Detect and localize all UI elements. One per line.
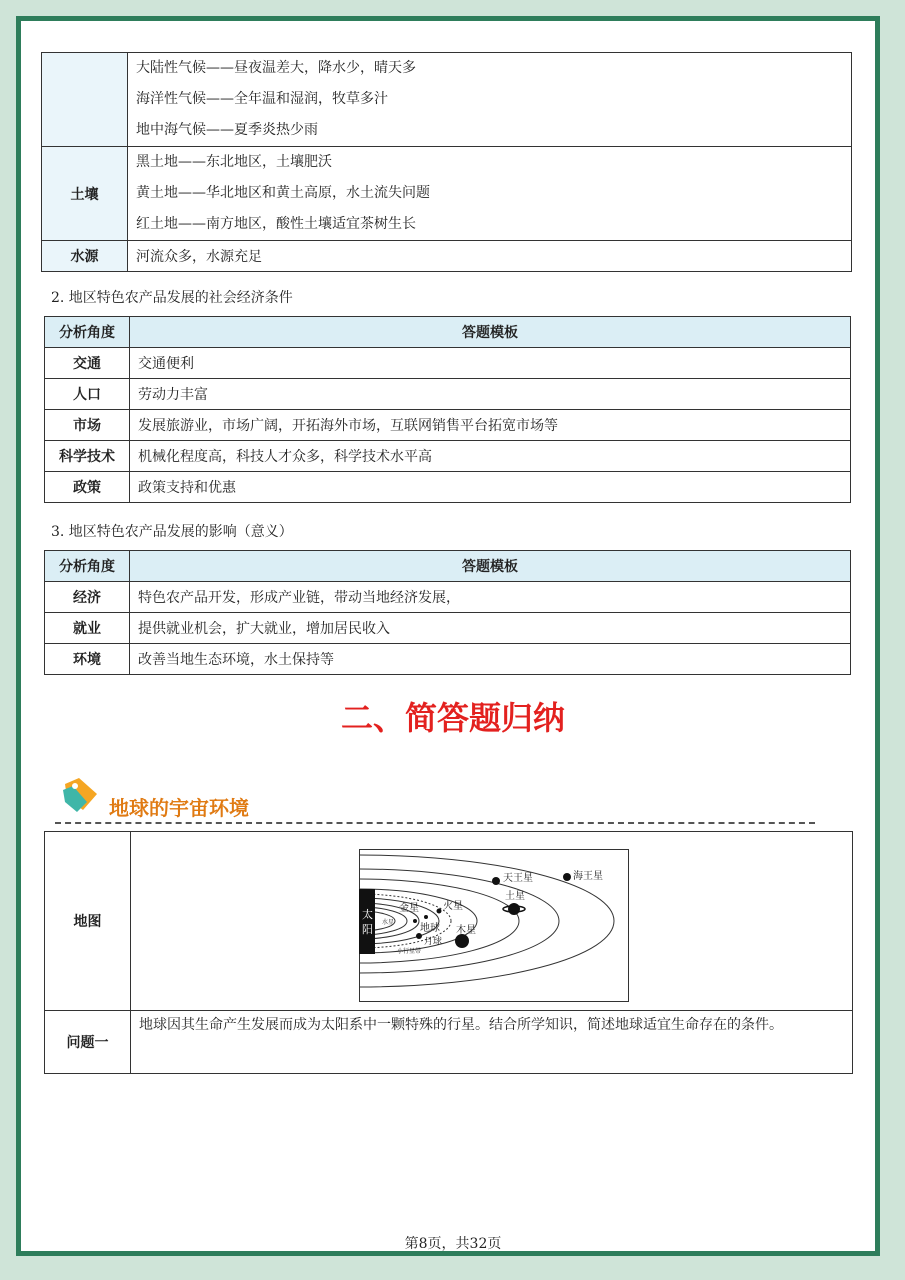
row-text: 提供就业机会，扩大就业，增加居民收入 — [130, 613, 851, 644]
mars-dot — [437, 909, 442, 914]
row-text: 交通便利 — [130, 348, 851, 379]
soil-line: 红土地——南方地区，酸性土壤适宜茶树生长 — [136, 216, 416, 232]
row-label: 交通 — [45, 348, 130, 379]
row-text: 政策支持和优惠 — [130, 472, 851, 503]
water-text: 河流众多，水源充足 — [128, 241, 852, 272]
row-text: 发展旅游业，市场广阔，开拓海外市场，互联网销售平台拓宽市场等 — [130, 410, 851, 441]
row-label: 市场 — [45, 410, 130, 441]
soil-lines — [128, 147, 852, 241]
map-label: 地图 — [45, 832, 131, 1011]
row-text: 机械化程度高，科技人才众多，科学技术水平高 — [130, 441, 851, 472]
climate-line: 地中海气候——夏季炎热少雨 — [136, 122, 318, 138]
row-label: 就业 — [45, 613, 130, 644]
section-2-heading: 2. 地区特色农产品发展的社会经济条件 — [51, 290, 293, 306]
page-number: 第8页，共32页 — [404, 1236, 502, 1252]
jupiter-dot — [455, 934, 469, 948]
saturn-dot — [508, 903, 520, 915]
question-label: 问题一 — [45, 1011, 131, 1074]
section-title: 二、简答题归纳 — [340, 699, 565, 737]
mars-label: 火星 — [443, 901, 463, 912]
row-text: 特色农产品开发，形成产业链，带动当地经济发展， — [130, 582, 851, 613]
col-header-angle: 分析角度 — [45, 551, 130, 582]
jupiter-label: 木星 — [456, 925, 476, 936]
mercury-label: 水星 — [382, 919, 395, 926]
climate-label-cell — [42, 53, 128, 147]
col-header-template: 答题模板 — [130, 317, 851, 348]
saturn-label: 土星 — [505, 891, 525, 902]
sun-body — [359, 889, 375, 954]
row-label: 科学技术 — [45, 441, 130, 472]
row-label: 人口 — [45, 379, 130, 410]
soil-line: 黄土地——华北地区和黄土高原，水土流失问题 — [136, 185, 430, 201]
impact-table — [44, 550, 851, 675]
neptune-dot — [563, 873, 571, 881]
soil-line: 黑土地——东北地区，土壤肥沃 — [136, 154, 332, 170]
climate-line: 海洋性气候——全年温和湿润，牧草多汁 — [136, 91, 388, 107]
topic-title: 地球的宇宙环境 — [109, 796, 249, 820]
asteroid-belt-label: 小行星带 — [397, 948, 422, 955]
tag-icon — [61, 774, 101, 814]
venus-dot — [424, 915, 428, 919]
col-header-template: 答题模板 — [130, 551, 851, 582]
moon-label: 月球 — [424, 937, 443, 947]
uranus-label: 天王星 — [503, 873, 533, 884]
row-text: 改善当地生态环境，水土保持等 — [130, 644, 851, 675]
row-label: 环境 — [45, 644, 130, 675]
mercury-dot — [413, 919, 417, 923]
climate-line: 大陆性气候——昼夜温差大，降水少，晴天多 — [136, 60, 416, 76]
soil-label: 土壤 — [42, 147, 128, 241]
sun-label-1: 太 — [362, 908, 373, 921]
neptune-label: 海王星 — [573, 871, 603, 882]
row-text: 劳动力丰富 — [130, 379, 851, 410]
question-text: 地球因其生命产生发展而成为太阳系中一颗特殊的行星。结合所学知识，简述地球适宜生命存在的条件。 — [131, 1011, 853, 1074]
water-label: 水源 — [42, 241, 128, 272]
sun-label-2: 阳 — [362, 923, 373, 936]
solar-system-diagram — [359, 849, 629, 1002]
section-3-heading: 3. 地区特色农产品发展的影响（意义） — [51, 524, 293, 540]
earth-label: 地球 — [420, 923, 440, 934]
page — [16, 16, 880, 1256]
row-label: 政策 — [45, 472, 130, 503]
venus-label: 金星 — [399, 903, 419, 914]
row-label: 经济 — [45, 582, 130, 613]
uranus-dot — [492, 877, 500, 885]
socioeconomic-table — [44, 316, 851, 503]
climate-lines — [128, 53, 852, 147]
col-header-angle: 分析角度 — [45, 317, 130, 348]
dashed-divider — [55, 822, 815, 824]
natural-conditions-table — [41, 52, 852, 272]
